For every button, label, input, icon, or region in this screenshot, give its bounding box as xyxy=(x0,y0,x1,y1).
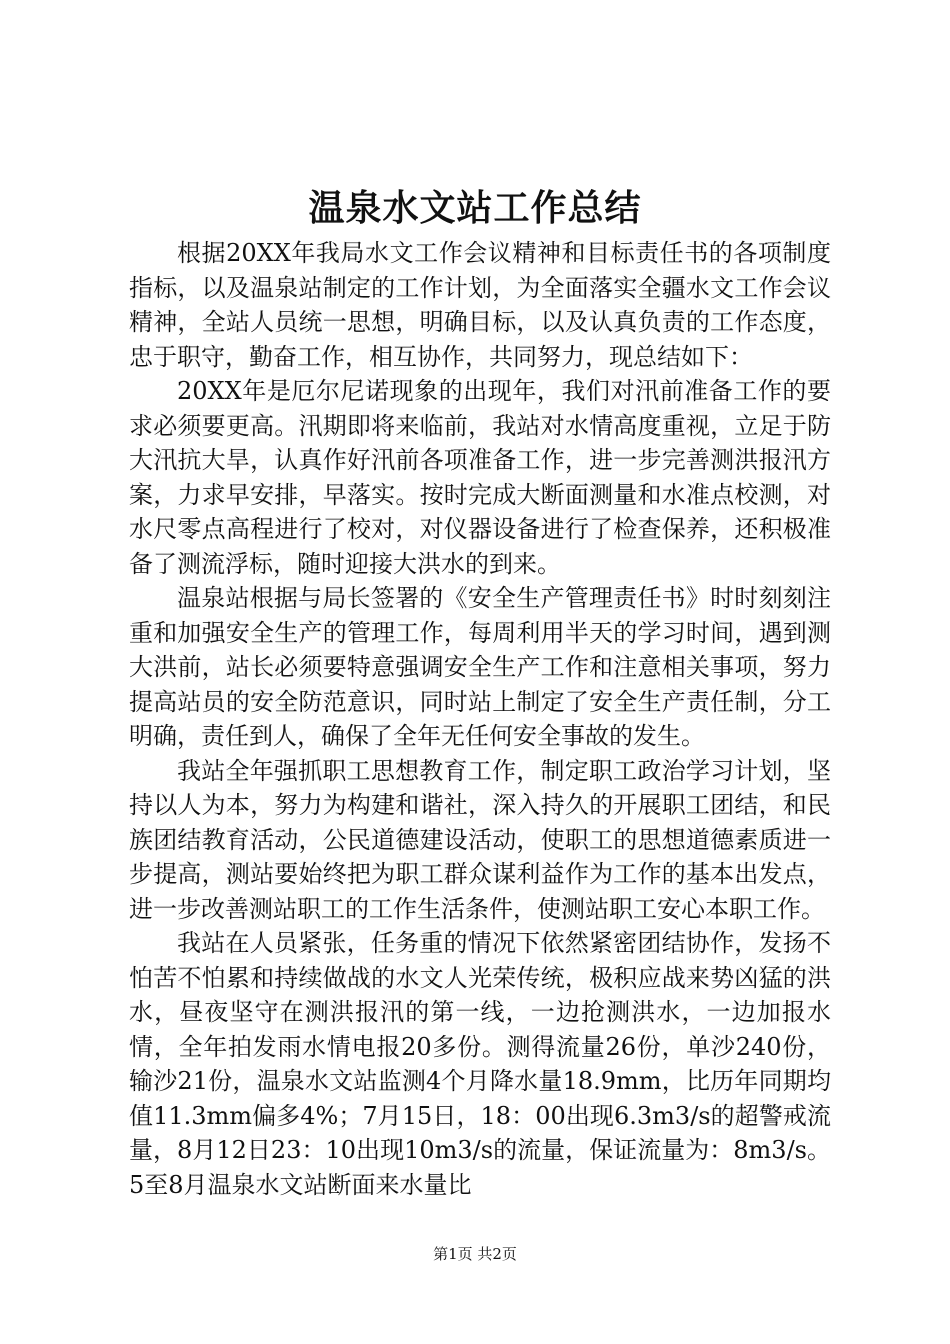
paragraph: 温泉站根据与局长签署的《安全生产管理责任书》时时刻刻注重和加强安全生产的管理工作，每周利用半天的学习时间，遇到测大洪前，站长必须要特意强调安全生产工作和注意相关事项，努力提高站员的安全防范意识，同时站上制定了安全生产责任制，分工明确，责任到人，确保了全年无任何安全事故的发生。 xyxy=(129,584,831,750)
paragraph: 根据20XX年我局水文工作会议精神和目标责任书的各项制度指标，以及温泉站制定的工作计划，为全面落实全疆水文工作会议精神，全站人员统一思想，明确目标，以及认真负责的工作态度，忠于职守，勤奋工作，相互协作，共同努力，现总结如下： xyxy=(129,239,831,371)
paragraph: 我站在人员紧张，任务重的情况下依然紧密团结协作，发扬不怕苦不怕累和持续做战的水文人光荣传统，极积应战来势凶猛的洪水，昼夜坚守在测洪报汛的第一线，一边抢测洪水，一边加报水情，全年拍发雨水情电报20多份。测得流量26份，单沙240份，输沙21份，温泉水文站监测4个月降水量18.9mm，比历年同期均值11.3mm偏多4%；7月15日，18：00出现6.3m3/s的超警戒流量，8月12日23：10出现10m3/s的流量，保证流量为：8m3/s。5至8月温泉水文站断面来水量比 xyxy=(129,929,831,1199)
document-body xyxy=(129,236,831,1202)
paragraph: 我站全年强抓职工思想教育工作，制定职工政治学习计划，坚持以人为本，努力为构建和谐社，深入持久的开展职工团结，和民族团结教育活动，公民道德建设活动，使职工的思想道德素质进一步提高，测站要始终把为职工群众谋利益作为工作的基本出发点，进一步改善测站职工的工作生活条件，使测站职工安心本职工作。 xyxy=(129,756,831,923)
paragraph: 20XX年是厄尔尼诺现象的出现年，我们对汛前准备工作的要求必须要更高。汛期即将来临前，我站对水情高度重视，立足于防大汛抗大旱，认真作好汛前各项准备工作，进一步完善测洪报汛方案，力求早安排，早落实。按时完成大断面测量和水准点校测，对水尺零点高程进行了校对，对仪器设备进行了检查保养，还积极准备了测流浮标，随时迎接大洪水的到来。 xyxy=(129,377,831,578)
document-title: 温泉水文站工作总结 xyxy=(308,187,642,229)
page-footer: 第1页 共2页 xyxy=(433,1245,517,1263)
